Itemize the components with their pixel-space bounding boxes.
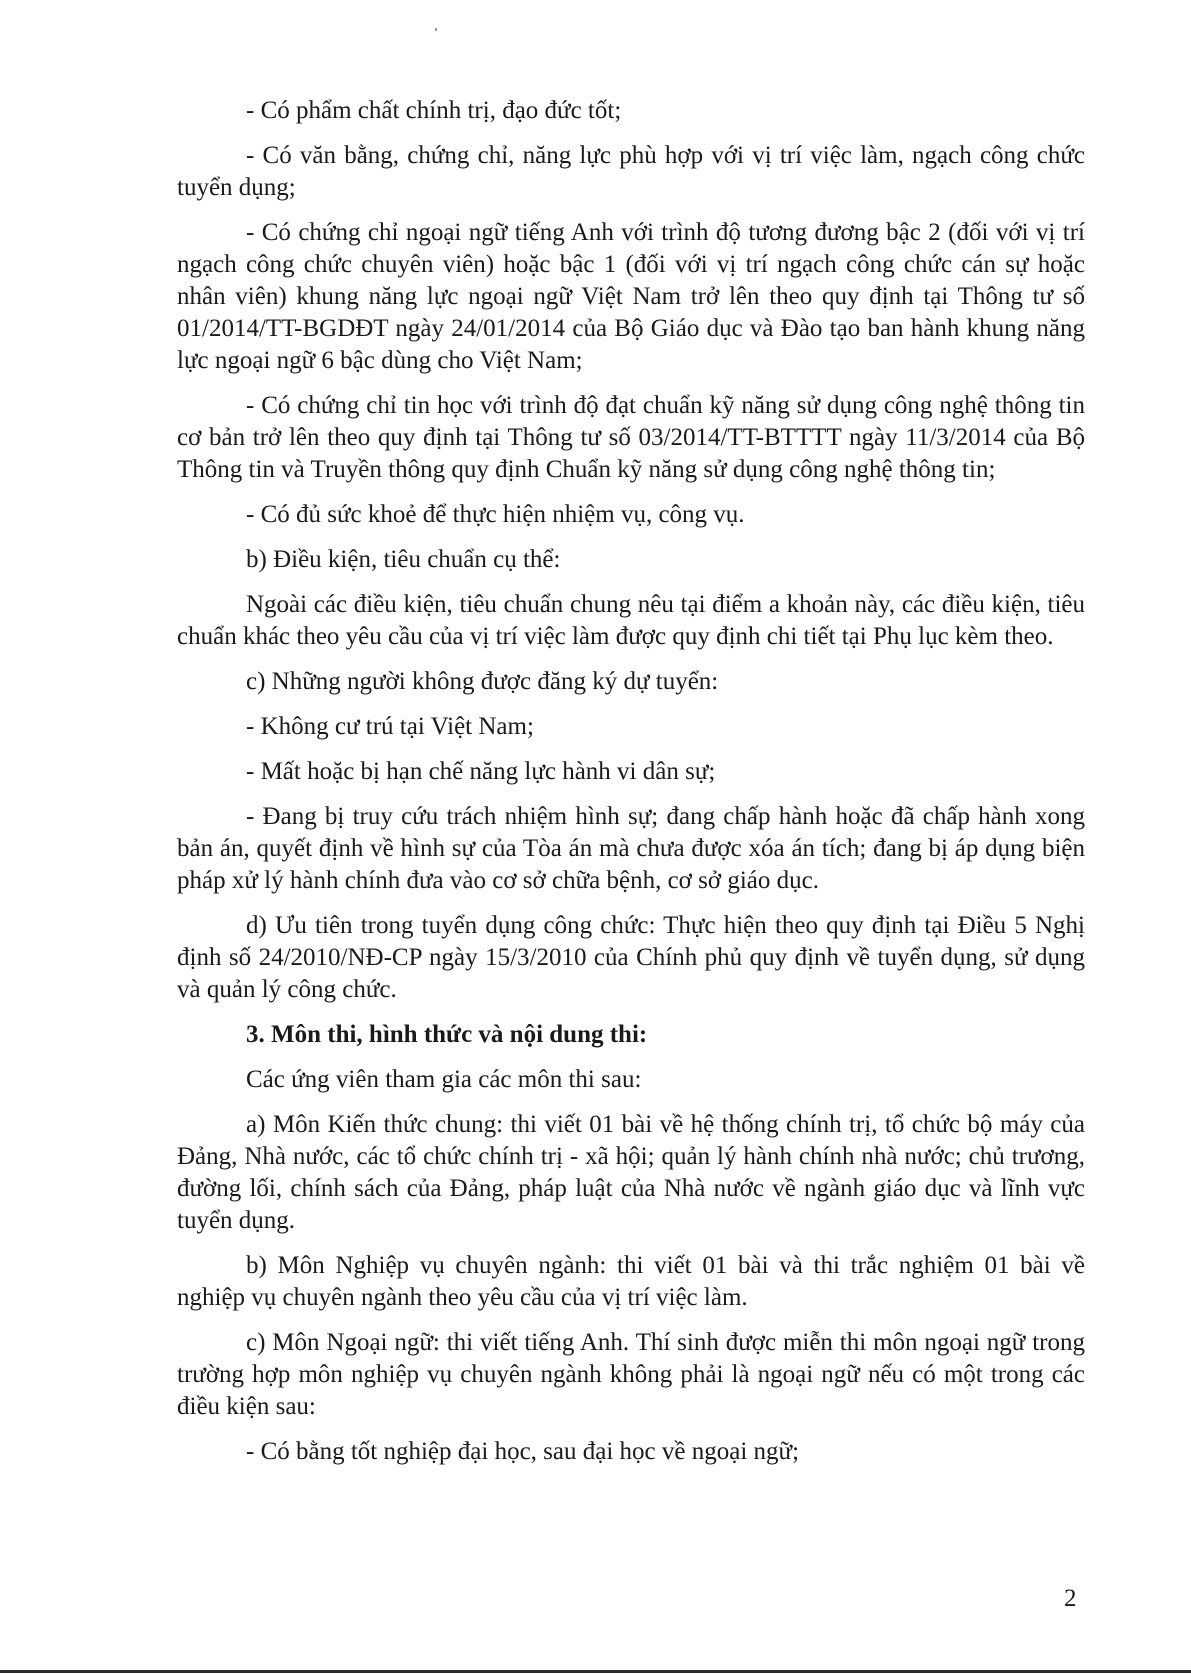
paragraph: b) Môn Nghiệp vụ chuyên ngành: thi viết 01 bài và thi trắc nghiệm 01 bài về nghiệp vụ chuyên ngành theo yêu cầu của vị trí việc làm. xyxy=(177,1252,1085,1311)
section-heading: 3. Môn thi, hình thức và nội dung thi: xyxy=(246,1021,648,1048)
paragraph: Các ứng viên tham gia các môn thi sau: xyxy=(246,1066,642,1093)
paragraph: b) Điều kiện, tiêu chuẩn cụ thể: xyxy=(246,546,561,573)
page-number: 2 xyxy=(1064,1585,1077,1612)
paragraph: - Có chứng chỉ ngoại ngữ tiếng Anh với trình độ tương đương bậc 2 (đối với vị trí ngạch công chức chuyên viên) hoặc bậc 1 (đối với vị trí ngạch công chức cán sự hoặc nhân viên) khung năng lực ngoại ngữ Việt Nam trở lên theo quy định tại Thông tư số 01/2014/TT-BGDĐT ngày 24/01/2014 của Bộ Giáo dục và Đào tạo ban hành khung năng lực ngoại ngữ 6 bậc dùng cho Việt Nam; xyxy=(177,219,1085,374)
scan-artifact xyxy=(435,28,437,31)
paragraph: - Có văn bằng, chứng chỉ, năng lực phù hợp với vị trí việc làm, ngạch công chức tuyển dụng; xyxy=(177,142,1085,201)
paragraph: - Có phẩm chất chính trị, đạo đức tốt; xyxy=(246,97,622,124)
paragraph: - Có bằng tốt nghiệp đại học, sau đại học về ngoại ngữ; xyxy=(246,1438,800,1465)
paragraph: d) Ưu tiên trong tuyển dụng công chức: Thực hiện theo quy định tại Điều 5 Nghị định số 24/2010/NĐ-CP ngày 15/3/2010 của Chính phủ quy định về tuyển dụng, sử dụng và quản lý công chức. xyxy=(177,912,1085,1003)
paragraph: a) Môn Kiến thức chung: thi viết 01 bài về hệ thống chính trị, tổ chức bộ máy của Đảng, Nhà nước, các tổ chức chính trị - xã hội; quản lý hành chính nhà nước; chủ trương, đường lối, chính sách của Đảng, pháp luật của Nhà nước về ngành giáo dục và lĩnh vực tuyển dụng. xyxy=(177,1111,1085,1234)
paragraph: - Đang bị truy cứu trách nhiệm hình sự; đang chấp hành hoặc đã chấp hành xong bản án, quyết định về hình sự của Tòa án mà chưa được xóa án tích; đang bị áp dụng biện pháp xử lý hành chính đưa vào cơ sở chữa bệnh, cơ sở giáo dục. xyxy=(177,803,1085,894)
paragraph: - Không cư trú tại Việt Nam; xyxy=(246,713,534,740)
paragraph: c) Những người không được đăng ký dự tuyển: xyxy=(246,668,719,695)
paragraph: c) Môn Ngoại ngữ: thi viết tiếng Anh. Thí sinh được miễn thi môn ngoại ngữ trong trường hợp môn nghiệp vụ chuyên ngành không phải là ngoại ngữ nếu có một trong các điều kiện sau: xyxy=(177,1329,1085,1420)
paragraph: - Có đủ sức khoẻ để thực hiện nhiệm vụ, công vụ. xyxy=(246,501,745,528)
paragraph: - Có chứng chỉ tin học với trình độ đạt chuẩn kỹ năng sử dụng công nghệ thông tin cơ bản trở lên theo quy định tại Thông tư số 03/2014/TT-BTTTT ngày 11/3/2014 của Bộ Thông tin và Truyền thông quy định Chuẩn kỹ năng sử dụng công nghệ thông tin; xyxy=(177,392,1085,483)
document-body xyxy=(177,95,1085,1481)
bottom-border xyxy=(0,1670,1191,1673)
paragraph: - Mất hoặc bị hạn chế năng lực hành vi dân sự; xyxy=(246,758,716,785)
paragraph: Ngoài các điều kiện, tiêu chuẩn chung nêu tại điểm a khoản này, các điều kiện, tiêu chuẩn khác theo yêu cầu của vị trí việc làm được quy định chi tiết tại Phụ lục kèm theo. xyxy=(177,591,1085,650)
